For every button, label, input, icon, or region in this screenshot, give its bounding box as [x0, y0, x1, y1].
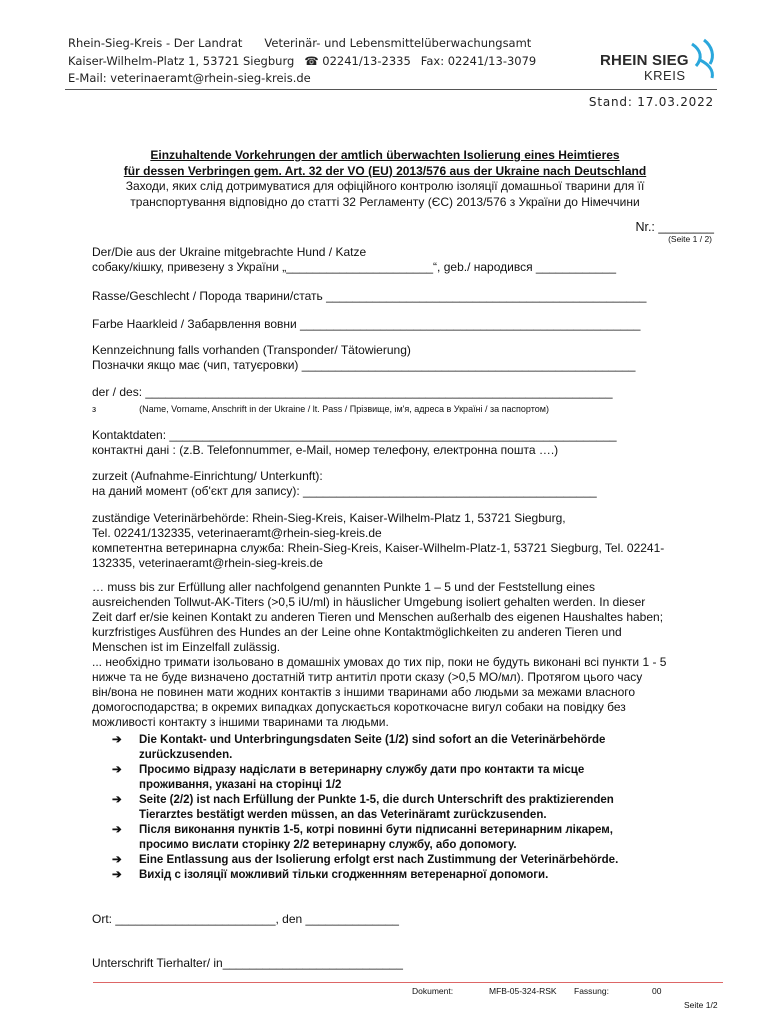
current-location-field[interactable] — [92, 469, 692, 499]
address: Kaiser-Wilhelm-Platz 1, 53721 Siegburg — [68, 53, 295, 68]
list-item — [112, 733, 692, 763]
arrow-right-icon: ➔ — [112, 794, 122, 806]
paragraph-de-2: ausreichenden Tollwut-AK-Titers (>0,5 iU/ml) in häuslicher Umgebung isoliert gehalten werden. In dieser — [92, 595, 646, 609]
list-item — [112, 763, 692, 793]
arrow-right-icon: ➔ — [112, 854, 122, 866]
document-number-field[interactable]: Nr.: ________ — [635, 220, 714, 234]
paragraph-de-5: Menschen ist im Einzelfall zulässig. — [92, 640, 281, 654]
vet-line-1: zuständige Veterinärbehörde: Rhein-Sieg-Kreis, Kaiser-Wilhelm-Platz 1, 53721 Siegburg, — [92, 511, 566, 525]
isolation-paragraph — [92, 580, 692, 730]
owner-prefix-ua: з — [92, 404, 97, 414]
breed-field[interactable]: Rasse/Geschlecht / Порода тварини/стать ________________________________________________ — [92, 289, 647, 303]
document-label: Dokument: — [412, 986, 454, 996]
paragraph-de-1: … muss bis zur Erfüllung aller nachfolgend genannten Punkte 1 – 5 und der Feststellung eines — [92, 580, 595, 594]
letterhead-line-3: E-Mail: veterinaeramt@rhein-sieg-kreis.de — [68, 71, 311, 85]
paragraph-ua-2: нижче та не буде визначено достатній титр антитіл проти сказу (>0,5 МО/мл). Протягом цього часу — [92, 670, 643, 684]
list-item — [112, 823, 692, 853]
arrow-right-icon: ➔ — [112, 869, 122, 881]
list-item-line: проживання, указані на сторінці 1/2 — [139, 779, 342, 791]
page-indicator-bottom: Seite 1/2 — [684, 1000, 718, 1010]
list-item-line: Die Kontakt- und Unterbringungsdaten Seite (1/2) sind sofort an die Veterinärbehörde — [139, 734, 606, 746]
arrow-right-icon: ➔ — [112, 824, 122, 836]
list-item-line: Tierarztes bestätigt werden müssen, an das Veterinäramt zurückzusenden. — [139, 809, 547, 821]
list-item-line: Просимо відразу надіслати в ветеринарну службу дати про контакти та місце — [139, 764, 585, 776]
vet-line-3: компетентна ветеринарна служба: Rhein-Sieg-Kreis, Kaiser-Wilhelm-Platz-1, 53721 Siegburg, Tel. 02241- — [92, 541, 665, 555]
document-title — [80, 148, 690, 210]
phone-number: 02241/13-2335 — [322, 53, 411, 68]
owner-signature-field[interactable]: Unterschrift Tierhalter/ in___________________________ — [92, 956, 403, 970]
list-item — [112, 793, 692, 823]
authority-name: Rhein-Sieg-Kreis - Der Landrat — [68, 36, 243, 50]
letterhead — [68, 35, 536, 88]
identification-label-ua: Позначки якщо має (чип, татуєровки) __________________________________________________ — [92, 358, 636, 372]
arrow-right-icon: ➔ — [112, 734, 122, 746]
arrow-right-icon: ➔ — [112, 764, 122, 776]
instruction-list — [112, 733, 692, 883]
version-label: Fassung: — [574, 986, 609, 996]
animal-label-de: Der/Die aus der Ukraine mitgebrachte Hund / Katze — [92, 245, 367, 259]
footer-divider — [93, 982, 723, 983]
logo-text-kreis: KREIS — [644, 68, 686, 83]
list-item-line: Seite (2/2) ist nach Erfüllung der Punkte 1-5, die durch Unterschrift des praktizierenden — [139, 794, 614, 806]
department-name: Veterinär- und Lebensmittelüberwachungsamt — [264, 36, 532, 50]
vet-line-2: Tel. 02241/132335, veterinaeramt@rhein-sieg-kreis.de — [92, 526, 382, 540]
list-item — [112, 853, 692, 868]
owner-note — [92, 402, 692, 417]
title-de-line-1: Einzuhaltende Vorkehrungen der amtlich überwachten Isolierung eines Heimtieres — [150, 148, 620, 162]
paragraph-de-4: kurzfristiges Ausführen des Hundes an der Leine ohne Kontaktmöglichkeiten zu anderen Tieren und — [92, 625, 622, 639]
owner-hint: (Name, Vorname, Anschrift in der Ukraine / lt. Pass / Прізвище, ім'я, адреса в Україні / за паспортом) — [139, 404, 549, 414]
contact-field[interactable] — [92, 428, 692, 458]
list-item-line: Вихід с ізоляції можливий тільки сгодженнням ветеренарної допомоги. — [139, 869, 549, 881]
paragraph-ua-1: ... необхідно тримати ізольовано в домашніх умовах до тих пір, поки не будуть виконані всі пункти 1 - 5 — [92, 655, 667, 669]
current-location-label-ua: на даний момент (об'єкт для запису): ____________________________________________ — [92, 484, 597, 498]
owner-label-de: der / des: ______________________________________________________________________ — [92, 385, 613, 399]
list-item-line: просимо вислати сторінку 2/2 ветеринарну службу, або допомогу. — [139, 839, 517, 851]
letterhead-line-2 — [68, 53, 536, 71]
coat-color-field[interactable]: Farbe Haarkleid / Забарвлення вовни ___________________________________________________ — [92, 317, 641, 331]
list-item-line: Після виконання пунктів 1-5, котрі повинні бути підписанні ветеринарним лікарем, — [139, 824, 613, 836]
animal-field[interactable] — [92, 245, 692, 275]
contact-label-ua: контактні дані : (z.B. Telefonnummer, e-Mail, номер телефону, електронна пошта ….) — [92, 443, 559, 457]
owner-field[interactable] — [92, 385, 692, 417]
paragraph-ua-3: він/вона не повинен мати жодних контактів з іншими тваринами або людьми за межами власного — [92, 685, 636, 699]
animal-label-ua: собаку/кішку, привезену з України „______________________“, geb./ народився ____________ — [92, 260, 616, 274]
letterhead-line-1 — [68, 35, 536, 53]
identification-field[interactable] — [92, 343, 692, 373]
identification-label-de: Kennzeichnung falls vorhanden (Transponder/ Tätowierung) — [92, 343, 411, 357]
version-value: 00 — [652, 986, 662, 996]
contact-label-de: Kontaktdaten: ___________________________________________________________________ — [92, 428, 617, 442]
place-date-field[interactable]: Ort: ________________________, den ______________ — [92, 912, 399, 926]
logo-text-rhein-sieg: RHEIN SIEG — [600, 52, 689, 69]
page-indicator-top: (Seite 1 / 2) — [668, 234, 712, 244]
revision-date: Stand: 17.03.2022 — [588, 95, 714, 109]
list-item-line: zurückzusenden. — [139, 749, 233, 761]
vet-line-4: 132335, veterinaeramt@rhein-sieg-kreis.de — [92, 556, 323, 570]
veterinary-authority-block — [92, 511, 692, 571]
fax-number: Fax: 02241/13-3079 — [420, 53, 537, 68]
paragraph-ua-5: можливості контакту з іншими тваринами та людьми. — [92, 715, 389, 729]
list-item — [112, 868, 692, 883]
rhein-sieg-kreis-logo — [600, 38, 718, 84]
header-divider — [65, 89, 717, 90]
current-location-label-de: zurzeit (Aufnahme-Einrichtung/ Unterkunft): — [92, 469, 323, 483]
document-code: MFB-05-324-RSK — [489, 986, 557, 996]
paragraph-ua-4: домогосподарства; в окремих випадках допускається короткочасне вигул собаки на повідку без — [92, 700, 626, 714]
title-de-line-2: für dessen Verbringen gem. Art. 32 der VO (EU) 2013/576 aus der Ukraine nach Deutschland — [123, 163, 647, 178]
title-ua-line-1: Заходи, яких слід дотримуватися для офіційного контролю ізоляції домашньої тварини для її — [125, 179, 645, 193]
paragraph-de-3: Zeit darf er/sie keinen Kontakt zu anderen Tieren und Menschen außerhalb des eigenen Haushaltes haben; — [92, 610, 664, 624]
list-item-line: Eine Entlassung aus der Isolierung erfolgt erst nach Zustimmung der Veterinärbehörde. — [139, 854, 619, 866]
phone-icon: ☎ — [304, 53, 319, 68]
title-ua-line-2: транспортування відповідно до статті 32 Регламенту (ЄС) 2013/576 з України до Німеччини — [130, 194, 640, 209]
